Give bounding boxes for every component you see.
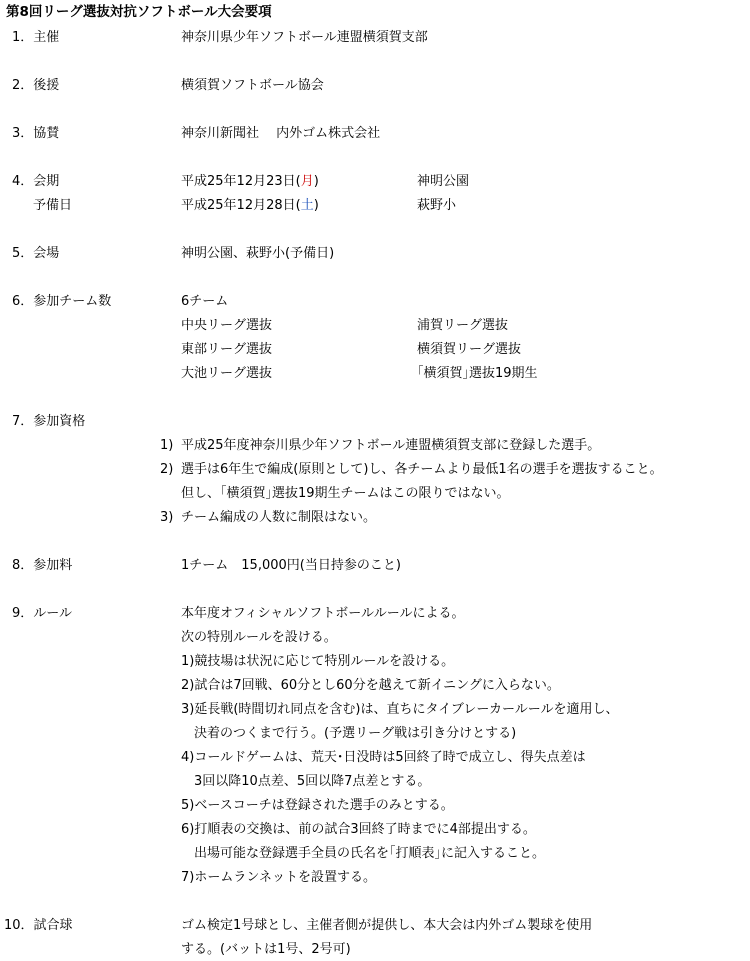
eligibility-number: 2) (160, 462, 174, 477)
rule-line: 次の特別ルールを設ける。 (181, 630, 337, 645)
session-date-text: 平成25年12月23日( (181, 174, 301, 189)
section-5-value: 神明公園、萩野小(予備日) (181, 246, 335, 261)
eligibility-item: 選手は6年生で編成(原則として)し、各チームより最低1名の選手を選抜すること。 (181, 462, 663, 477)
section-8-label: 8．参加料 (12, 558, 73, 573)
rule-line: 出場可能な登録選手全員の氏名を｢打順表｣に記入すること。 (181, 846, 546, 861)
section-2-label: 2．後援 (12, 78, 60, 93)
section-3-value: 神奈川新聞社 内外ゴム株式会社 (181, 126, 381, 141)
rule-line: 6)打順表の交換は、前の試合3回終了時までに4部提出する。 (181, 822, 536, 837)
section-5-label: 5．会場 (12, 246, 60, 261)
section-4-label: 4．会期 (12, 174, 60, 189)
rule-line: 1)競技場は状況に応じて特別ルールを設ける。 (181, 654, 455, 669)
section-2-value: 横須賀ソフトボール協会 (181, 78, 324, 93)
eligibility-number: 3) (160, 510, 174, 525)
team-name: 中央リーグ選抜 (181, 318, 273, 333)
team-name: 横須賀リーグ選抜 (417, 342, 522, 357)
session-date-close: ) (313, 174, 319, 189)
reserve-place: 萩野小 (417, 198, 457, 213)
team-name: 東部リーグ選抜 (181, 342, 273, 357)
rule-line: 3)延長戦(時間切れ同点を含む)は、直ちにタイブレーカールールを適用し、 (181, 702, 619, 717)
team-name: 浦賀リーグ選抜 (417, 318, 509, 333)
session-date (181, 173, 319, 191)
document-title: 第8回リーグ選抜対抗ソフトボール大会要項 (6, 4, 272, 20)
section-3-label: 3．協賛 (12, 126, 60, 141)
reserve-day-label: 予備日 (33, 198, 73, 213)
section-8-value: 1チーム 15,000円(当日持参のこと) (181, 558, 401, 573)
rule-line: 本年度オフィシャルソフトボールルールによる。 (181, 606, 465, 621)
eligibility-number: 1) (160, 438, 174, 453)
section-7-label: 7．参加資格 (12, 414, 86, 429)
reserve-date (181, 197, 319, 215)
section-9-label: 9．ルール (12, 606, 73, 621)
reserve-weekday: 土 (300, 198, 314, 213)
rule-line: 5)ベースコーチは登録された選手のみとする。 (181, 798, 454, 813)
session-place: 神明公園 (417, 174, 470, 189)
rule-line: 決着のつくまで行う。(予選リーグ戦は引き分けとする) (181, 726, 517, 741)
rule-line: 3回以降10点差、5回以降7点差とする。 (181, 774, 431, 789)
team-count: 6チーム (181, 294, 229, 309)
eligibility-item: 平成25年度神奈川県少年ソフトボール連盟横須賀支部に登録した選手。 (181, 438, 601, 453)
reserve-date-close: ) (313, 198, 319, 213)
team-name: ｢横須賀｣選抜19期生 (417, 366, 538, 381)
section-6-label: 6．参加チーム数 (12, 294, 112, 309)
rule-line: 2)試合は7回戦、60分とし60分を越えて新イニングに入らない。 (181, 678, 560, 693)
reserve-date-text: 平成25年12月28日( (181, 198, 301, 213)
section-1-value: 神奈川県少年ソフトボール連盟横須賀支部 (181, 30, 428, 45)
team-name: 大池リーグ選抜 (181, 366, 273, 381)
rule-line: 4)コールドゲームは、荒天･日没時は5回終了時で成立し、得失点差は (181, 750, 586, 765)
rule-line: 7)ホームランネットを設置する。 (181, 870, 376, 885)
eligibility-item: チーム編成の人数に制限はない。 (181, 510, 377, 525)
section-1-label: 1．主催 (12, 30, 60, 45)
section-10-value: ゴム検定1号球とし、主催者側が提供し、本大会は内外ゴム製球を使用 (181, 918, 593, 933)
session-weekday: 月 (300, 174, 314, 189)
eligibility-item-continued: 但し、｢横須賀｣選抜19期生チームはこの限りではない。 (181, 486, 510, 501)
section-10-value-continued: する。(バットは1号、2号可) (181, 942, 351, 957)
section-10-label: 10．試合球 (4, 918, 73, 933)
